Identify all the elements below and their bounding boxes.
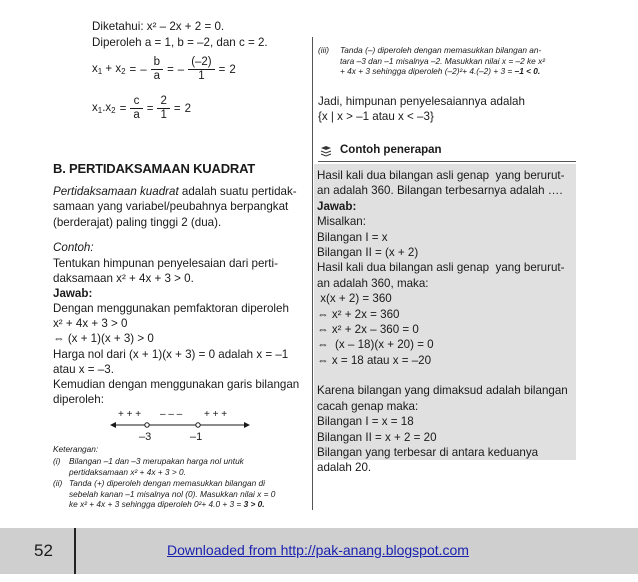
box-line: Jawab: [317, 199, 357, 213]
answer-line: diperoleh: [53, 393, 104, 406]
answer-line: ⇔ (x + 1)(x + 3) > 0 [53, 332, 154, 345]
example-question-line2: daksamaan x² + 4x + 3 > 0. [53, 272, 194, 285]
tick-label: –3 [139, 431, 152, 443]
box-line: Hasil kali dua bilangan asli genap yang berurut- [317, 169, 565, 182]
section-heading: B. PERTIDAKSAMAAN KUADRAT [53, 161, 256, 176]
box-line: Bilangan II = x + 2 = 20 [317, 430, 437, 444]
intro-paragraph: Pertidaksamaan kuadrat adalah suatu pertidak- samaan yang variabel/peubahnya berpangkat (berderajat) paling tinggi 2 (dua). [53, 185, 297, 229]
box-line: ⇔ x = 18 atau x = –20 [317, 353, 432, 367]
box-line: Hasil kali dua bilangan asli genap yang berurut- [317, 261, 565, 275]
box-line: x(x + 2) = 360 [317, 292, 392, 306]
example-question-line1: Tentukan himpunan penyelesaian dari perti- [53, 257, 278, 270]
notes-label: Keterangan: [53, 444, 99, 454]
page-number-divider [74, 528, 76, 574]
answer-label: Jawab: [53, 287, 93, 300]
answer-line: Kemudian dengan menggunakan garis bilangan [53, 378, 300, 391]
box-line: an adalah 360. Bilangan terbesarnya adalah …. [317, 184, 563, 198]
example-label: Contoh: [53, 241, 94, 254]
box-line: an adalah 360, maka: [317, 276, 429, 290]
box-line: ⇔ (x – 18)(x + 20) = 0 [317, 338, 434, 352]
positive-region: + + + [204, 409, 228, 420]
box-line: Bilangan I = x = 18 [317, 415, 414, 429]
tick-label: –1 [190, 431, 203, 443]
application-example-text [317, 168, 577, 476]
box-line: Bilangan I = x [317, 230, 388, 244]
product-of-roots-equation: $x_1.x_2$ = $\frac{c}{a}$ = $\frac{2}{1}$ = 2 [92, 95, 191, 121]
box-line: ⇔ x² + 2x = 360 [317, 307, 400, 321]
answer-line: Harga nol dari (x + 1)(x + 3) = 0 adalah x = –1 [53, 348, 289, 361]
box-line: Misalkan: [317, 215, 366, 229]
column-divider [312, 37, 313, 510]
box-line: Karena bilangan yang dimaksud adalah bilangan [317, 384, 568, 398]
box-line: Bilangan II = (x + 2) [317, 245, 419, 259]
positive-region: + + + [118, 409, 142, 420]
box-line: adalah 20. [317, 461, 372, 475]
box-line: Bilangan yang terbesar di antara keduanya [317, 446, 539, 460]
negative-region: – – – [160, 409, 183, 420]
box-line: cacah genap maka: [317, 399, 419, 413]
box-line [317, 368, 577, 383]
answer-line: atau x = –3. [53, 363, 114, 376]
note-iii: (iii) Tanda (–) diperoleh dengan memasukkan bilangan an- tara –3 dan –1 misalnya –2. Masukkan nilai x = –2 ke x² + 4x + 3 sehingga diperoleh (–2)²+ 4.(–2) + 3 = –1 < 0. [318, 45, 545, 77]
page-number: 52 [34, 541, 53, 560]
download-link[interactable]: Downloaded from http://pak-anang.blogspot.com [167, 542, 469, 558]
application-header: Contoh penerapan [318, 142, 576, 164]
note-i: (i) Bilangan –1 dan –3 merupakan harga nol untuk pertidaksamaan x² + 4x + 3 > 0. [53, 456, 244, 477]
answer-line: Dengan menggunakan pemfaktoran diperoleh [53, 302, 289, 315]
box-line: ⇔ x² + 2x – 360 = 0 [317, 322, 419, 336]
answer-line: x² + 4x + 3 > 0 [53, 317, 128, 330]
given-line: Diketahui: x² – 2x + 2 = 0. [92, 20, 225, 33]
conclusion-line1: Jadi, himpunan penyelesaiannya adalah [318, 95, 525, 108]
solution-set: {x | x > –1 atau x < –3} [318, 110, 434, 123]
book-icon [320, 145, 332, 160]
obtained-line: Diperoleh a = 1, b = –2, dan c = 2. [92, 36, 268, 49]
note-ii: (ii) Tanda (+) diperoleh dengan memasukkan bilangan di sebelah kanan –1 misalnya nol (0). Masukkan nilai x = 0 ke x² + 4x + 3 sehingga diperoleh 0²+ 4.0 + 3 = 3 > 0. [53, 478, 276, 510]
number-line [110, 408, 250, 444]
sum-of-roots-equation: $x_1 + x_2$ = – $\frac{b}{a}$ = – $\frac{(-2)}{1}$ = 2 [92, 56, 236, 82]
